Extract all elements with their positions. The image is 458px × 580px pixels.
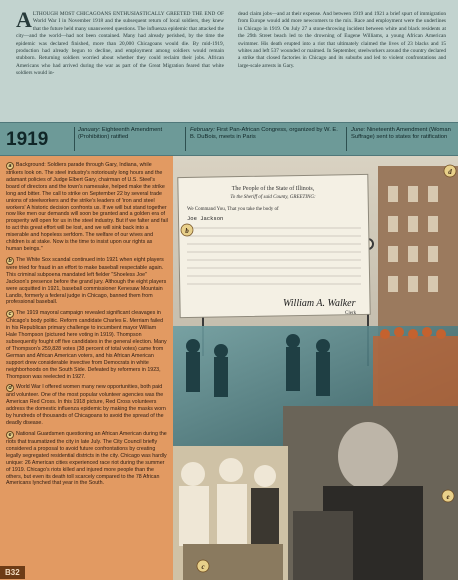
timeline-month: June:: [351, 127, 366, 133]
caption-letter-badge: a: [6, 162, 14, 170]
subpoena-clerk: Clerk: [345, 311, 357, 316]
collage-illustration: [173, 156, 458, 580]
subpoena-line-2: To the Sheriff of said County, GREETING:: [230, 195, 316, 200]
mayor-voting-photo: [283, 406, 458, 580]
timeline-divider: [74, 127, 75, 151]
caption-letter-badge: e: [6, 431, 14, 439]
caption-letter-badge: c: [6, 310, 14, 318]
caption-text: National Guardsmen questioning an African American during the riots that traumatized the city in late July. The City Council briefly considered a proposal to avoid future confrontations by creating legally segregated residential districts in the city. Chicago was hardly unique: 26 American cities experienced race riot during the summer of 1919. Chicago's riots killed and injured more people than the others, but even its death toll scarcely compared to the 78 African Americans lynched that year in the South.: [6, 431, 167, 487]
subpoena-document: [178, 174, 370, 317]
timeline-month: February:: [190, 127, 215, 133]
caption-text: World War I offered women many new opportunities, both paid and volunteer. One of the most popular volunteer agencies was the American Red Cross. In this 1918 picture, Red Cross volunteers address the domestic influenza epidemic by making the masks worn by hundreds of thousands of Chicagoans to avoid the spread of the deadly disease.: [6, 384, 166, 427]
intro-column-2: dead claim jobs—and at their expense. And between 1919 and 1921 a brief spurt of immigration from Europe would add more newcomers to the mix. Race and employment were the underlines in Chicago in 1919. On July 27 a stone-throwing incident between white and black residents at the 29th Street beach led to the drowning of Eugene Williams, a young African American swimmer. His death erupted into a riot that ultimately claimed the lives of 23 blacks and 15 whites and left 537 wounded or maimed. In September, steelworkers around the country declared a strike that closed factories in Chicago and its suburbs and led to violent confrontations and large-scale arrests in Gary.: [238, 11, 446, 69]
subpoena-signature: William A. Walker: [283, 298, 356, 309]
marker-c: c: [201, 563, 205, 571]
timeline-item-june: [351, 127, 455, 142]
photo-collage: [173, 156, 458, 580]
marker-e: e: [446, 493, 450, 501]
timeline-text: First Pan-African Congress, organized by W. E. B. DuBois, meets in Paris: [190, 127, 338, 141]
marchers-orange: [373, 327, 458, 406]
timeline-month: January:: [78, 127, 101, 133]
caption-e: [6, 431, 168, 487]
timeline-item-february: [190, 127, 340, 142]
subpoena-line-1: The People of the State of Illinois,: [231, 186, 315, 192]
red-cross-photo: [173, 446, 288, 580]
timeline-divider: [346, 127, 347, 151]
intro-column-1: [16, 7, 224, 78]
subpoena-name: Joe Jackson: [187, 215, 224, 222]
timeline-text: Eighteenth Amendment (Prohibition) ratified: [78, 127, 163, 141]
caption-text: The White Sox scandal continued into 1921 when eight players were tried for fraud in an effort to make baseball respectable again. This criminal subpoena mandated left fielder "Shoeless Joe" Jackson's presence before the grand jury. Although the eight players were acquitted in 1921, baseball commissioner Kenesaw Mountain Landis, formerly a federal judge in Chicago, banned them from professional baseball.: [6, 256, 167, 306]
year-label: 1919: [6, 129, 49, 150]
caption-c: [6, 310, 168, 380]
caption-text: Background: Soldiers parade through Gary, Indiana, while strikers look on. The steel industry's notoriously long hours and the adamant policies of Judge Elbert Gary, chairman of U.S. Steel's board of directors and the town's namesake, helped make the strike long and bitter. The call to strike on September 22 by several trade unions of steelworkers and the strike's leaders of 'iron and steel workers' A historic decision confronts us. If we will but stand together now like men our demands will soon be granted and a golden era of prosperity will open for us in the steel industry. But if we falter and fail to act this great effort will be lost, and we will sink back into a miserable and hopeless serfdom. The welfare of our wives and children is at stake. Now is the time to insist upon our rights as human beings.": [6, 162, 168, 252]
timeline-divider: [185, 127, 186, 151]
caption-text: The 1919 mayoral campaign revealed significant cleavages in Chicago's body politic. Reform candidate Charles E. Merriam failed in his Republican primary challenge to incumbent mayor William Hale Thompson (pictured here voting in 1919). Thompson subsequently fought off five candidates in the general election. Many of Thompson's 259,828 votes (38 percent of total votes) came from German and African American voters, and his African American support drew considerable invective from Democrats in white neighborhoods on the South Side. Defeated by reformers in 1923, Thompson was reelected in 1927.: [6, 310, 167, 380]
intro-section: [0, 0, 458, 122]
caption-b: [6, 257, 168, 306]
caption-a: [6, 162, 168, 253]
caption-d: [6, 384, 168, 427]
timeline-item-january: [78, 127, 178, 142]
timeline-bar: [0, 122, 458, 156]
intro-text-1: LTHOUGH MOST CHICAGOANS ENTHUSIASTICALLY GREETED THE END OF World War I in November 1918 and the subsequent return of local soldiers, they knew that the future held many unanswered questions. The influenza epidemic that attacked the city—and the world—had not been contained. Many had already perished, by the time the epidemic was declared finished, more than 20,000 Chicagoans would die. By mid-1919, production had already begun to decline, and employment among soldiers would remain stubborn. Returning soldiers worried about whether they could reclaim their jobs. African Americans who had arrived during the war as part of the Great Migration feared that white soldiers would in-: [16, 11, 224, 77]
subpoena-line-3: We Command You, That you take the body of: [187, 207, 279, 212]
caption-letter-badge: d: [6, 384, 14, 392]
drop-cap: A: [16, 7, 32, 32]
captions-panel: [0, 156, 173, 580]
marker-d: d: [448, 168, 452, 176]
caption-letter-badge: b: [6, 257, 14, 265]
marker-b: b: [185, 227, 189, 235]
page-number: B32: [0, 566, 25, 579]
timeline-text: Nineteenth Amendment (Woman Suffrage) sent to states for ratification: [351, 127, 451, 141]
